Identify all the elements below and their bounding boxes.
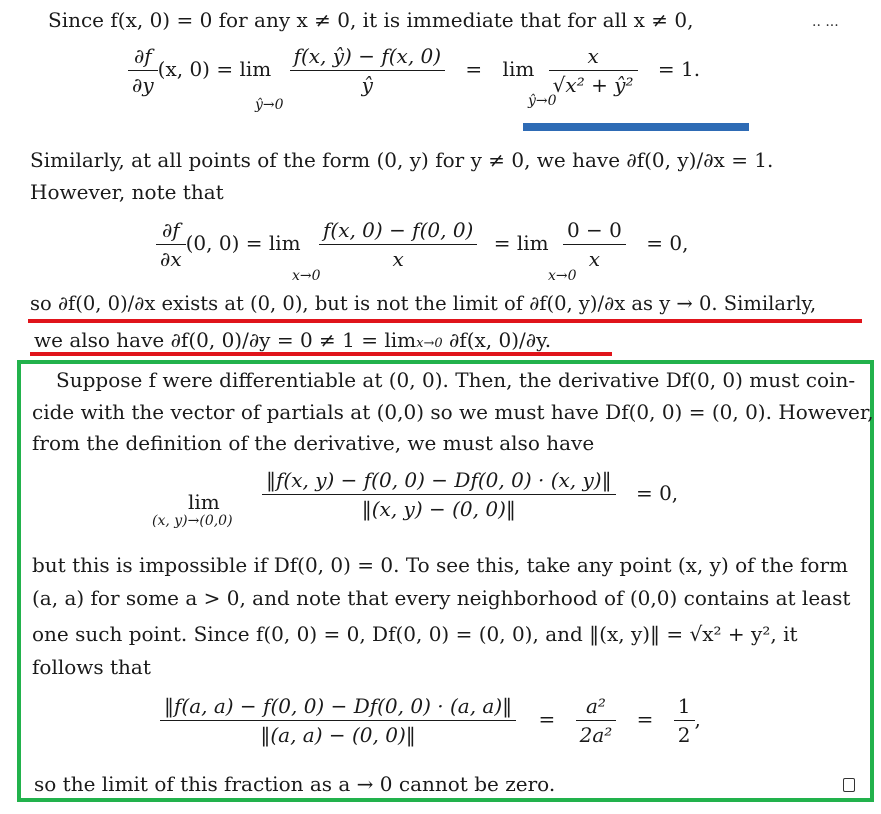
partial-fraction: $\frac{\partial f}{\partial y}$: [128, 44, 158, 97]
scan-noise: .. ...: [812, 14, 839, 30]
qed-icon: [843, 778, 855, 792]
eq1-fraction-2: $\frac{x}{\text{√x² + ŷ²}}$: [549, 44, 638, 97]
text-line-4: so ∂f(0, 0)/∂x exists at (0, 0), but is not the limit of ∂f(0, y)/∂x as y → 0. Similarly,: [30, 292, 817, 315]
eq4-fraction-2: $\frac{\text{a²}}{\text{2a²}}$: [576, 694, 617, 747]
text-line-12: follows that: [32, 655, 151, 679]
eq1-lim2-sub: ŷ→0: [528, 93, 557, 109]
eq1-lim2: lim: [502, 57, 535, 81]
text-line-9: but this is impossible if Df(0, 0) = 0. To see this, take any point (x, y) of the form: [32, 553, 848, 577]
text-line-13: so the limit of this fraction as a → 0 cannot be zero.: [34, 772, 556, 796]
eq4-comma: ,: [694, 707, 701, 731]
eq2-lim2-sub: x→0: [548, 268, 577, 284]
red-underline-2: [30, 352, 612, 356]
eq2-arg: (0, 0) = lim: [185, 231, 301, 255]
text-line-2: Similarly, at all points of the form (0, y) for y ≠ 0, we have ∂f(0, y)/∂x = 1.: [30, 148, 774, 172]
eq2-lim2: = lim: [493, 231, 549, 255]
eq2-fraction: $\frac{f(x, 0) - f(0, 0)}{x}$: [319, 218, 477, 271]
eq3-result: = 0,: [635, 481, 679, 505]
eq1-arg: (x, 0) = lim: [157, 57, 272, 81]
text-line-3: However, note that: [30, 180, 224, 204]
eq4-fraction: $\frac{‖f(a, a) - f(0, 0) - Df(0, 0) \cdot (a, a)‖}{‖(a, a) - (0, 0)‖}$: [160, 694, 516, 747]
eq1-result: = 1.: [657, 57, 701, 81]
eq4-equals: =: [538, 707, 556, 731]
equation-4: [160, 694, 701, 747]
equation-2: [156, 218, 688, 271]
red-underline-1: [28, 319, 862, 323]
equation-3: [262, 468, 678, 521]
equation-1: [128, 44, 700, 97]
eq1-equals: =: [465, 57, 483, 81]
text-line-8: from the definition of the derivative, we must also have: [32, 431, 595, 455]
eq2-fraction-2: $\frac{0 - 0}{x}$: [563, 218, 626, 271]
eq4-fraction-3: $\frac{1}{2}$: [674, 694, 695, 747]
eq1-lim-sub: ŷ→0: [255, 97, 284, 113]
eq3-lim: lim: [188, 490, 220, 514]
eq4-equals-2: =: [636, 707, 654, 731]
blue-highlight-underline: [523, 123, 749, 131]
text-line-1: Since f(x, 0) = 0 for any x ≠ 0, it is immediate that for all x ≠ 0,: [48, 8, 694, 32]
eq3-fraction: $\frac{‖f(x, y) - f(0, 0) - Df(0, 0) \cdot (x, y)‖}{‖(x, y) - (0, 0)‖}$: [262, 468, 616, 521]
eq2-lim-sub: x→0: [292, 268, 321, 284]
text-line-7: cide with the vector of partials at (0,0) so we must have Df(0, 0) = (0, 0). However,: [32, 400, 874, 424]
eq1-fraction: $\frac{f(x, ŷ) - f(x, 0)}{ŷ}$: [290, 44, 446, 97]
eq2-partial-fraction: $\frac{\partial f}{\partial x}$: [156, 218, 186, 271]
eq3-lim-sub: (x, y)→(0,0): [152, 513, 233, 529]
text-line-10: (a, a) for some a > 0, and note that every neighborhood of (0,0) contains at least: [32, 586, 851, 610]
text-line-6: Suppose f were differentiable at (0, 0). Then, the derivative Df(0, 0) must coin-: [56, 368, 856, 392]
eq2-result: = 0,: [646, 231, 689, 255]
text-line-11: one such point. Since f(0, 0) = 0, Df(0, 0) = (0, 0), and ‖(x, y)‖ = √x² + y², it: [32, 622, 798, 646]
text-line-5: we also have ∂f(0, 0)/∂y = 0 ≠ 1 = limx→0 ∂f(x, 0)/∂y.: [34, 328, 552, 352]
